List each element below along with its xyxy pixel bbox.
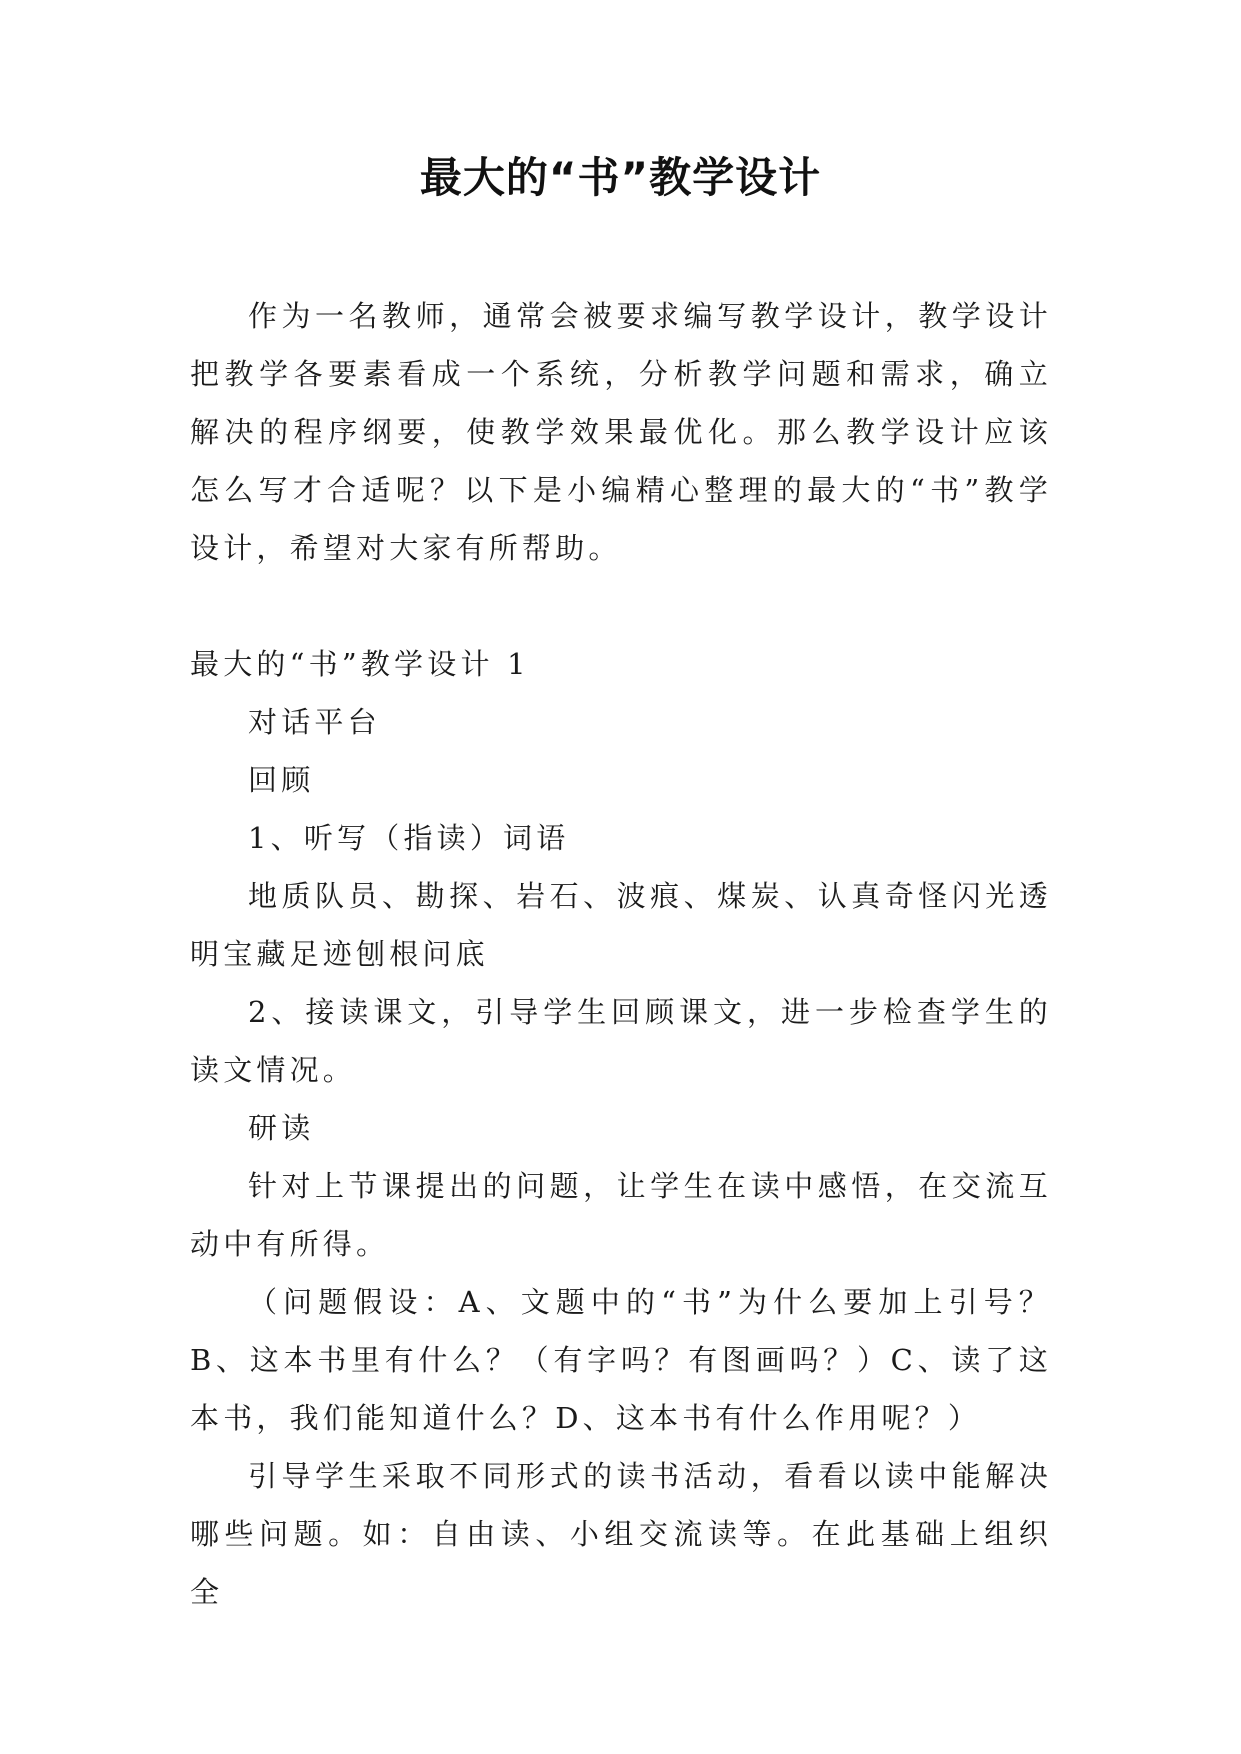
paragraph-dictation: 1、听写（指读）词语 [248, 821, 570, 855]
intro-block [190, 287, 1052, 577]
paragraph-questions: （问题假设：A、文题中的“书”为什么要加上引号？B、这本书里有什么？（有字吗？有图画吗？）C、读了这本书，我们能知道什么？D、这本书有什么作用呢？） [190, 1285, 1052, 1435]
paragraph-discussion: 针对上节课提出的问题，让学生在读中感悟，在交流互动中有所得。 [190, 1169, 1052, 1261]
paragraph-word-list: 地质队员、勘探、岩石、波痕、煤炭、认真奇怪闪光透明宝藏足迹刨根问底 [190, 879, 1052, 971]
section-heading: 最大的“书”教学设计 1 [190, 647, 530, 681]
paragraph-activities: 引导学生采取不同形式的读书活动，看看以读中能解决哪些问题。如：自由读、小组交流读等。在此基础上组织全 [190, 1459, 1052, 1609]
paragraph-study-reading: 研读 [248, 1111, 315, 1145]
intro-paragraph: 作为一名教师，通常会被要求编写教学设计，教学设计把教学各要素看成一个系统，分析教学问题和需求，确立解决的程序纲要，使教学效果最优化。那么教学设计应该怎么写才合适呢？以下是小编精心整理的最大的“书”教学设计，希望对大家有所帮助。 [190, 299, 1052, 565]
paragraph-dialogue-platform: 对话平台 [248, 705, 381, 739]
paragraph-review: 回顾 [248, 763, 315, 797]
paragraph-read-aloud: 2、接读课文，引导学生回顾课文，进一步检查学生的读文情况。 [190, 995, 1052, 1087]
content-block [190, 635, 1052, 1621]
page-title: 最大的“书”教学设计 [419, 153, 822, 202]
